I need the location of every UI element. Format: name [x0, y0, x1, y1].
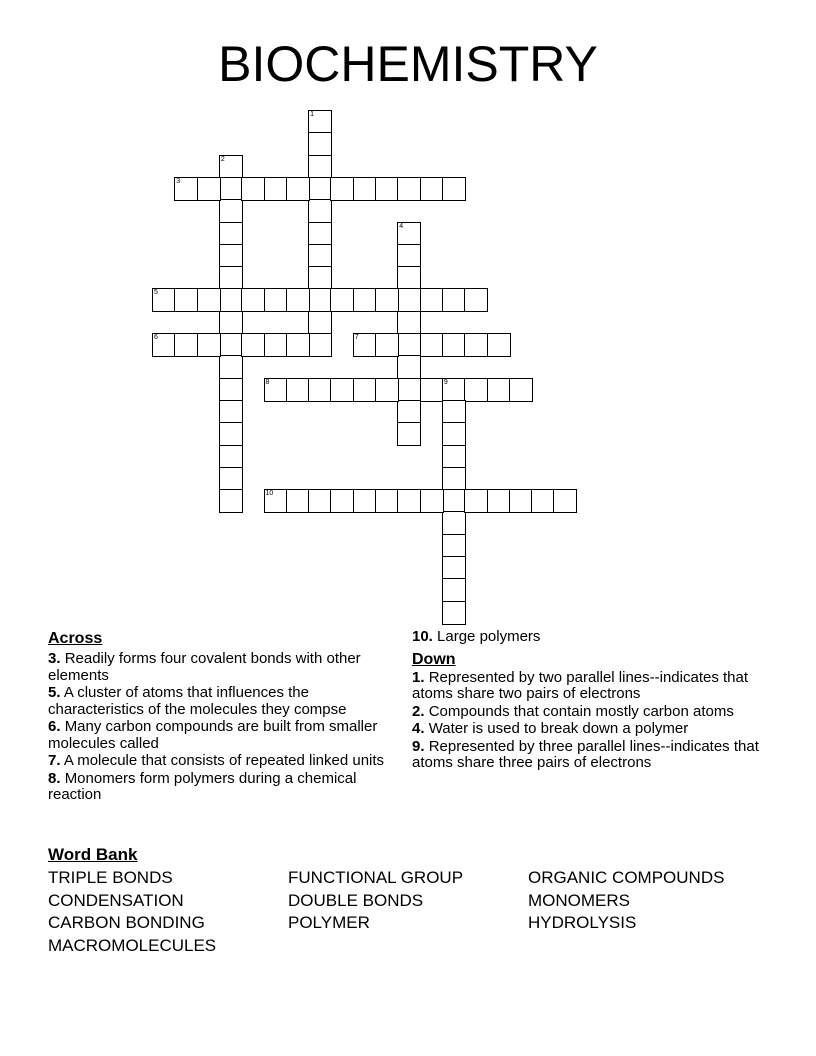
clue-down-4: 4. Water is used to break down a polymer	[412, 720, 689, 737]
crossword-cell[interactable]	[442, 467, 466, 491]
word-bank-item: FUNCTIONAL GROUP	[288, 868, 464, 887]
across-heading: Across	[48, 630, 103, 647]
crossword-cell[interactable]	[308, 378, 332, 402]
word-bank-item: POLYMER	[288, 913, 370, 932]
word-bank-item: CONDENSATION	[48, 890, 184, 910]
crossword-cell[interactable]	[375, 288, 399, 312]
crossword-cell[interactable]	[375, 489, 399, 513]
crossword-cell[interactable]	[442, 422, 466, 446]
crossword-cell[interactable]	[264, 333, 288, 357]
crossword-cell[interactable]	[397, 177, 421, 201]
crossword-cell[interactable]	[219, 199, 243, 223]
crossword-cell[interactable]	[442, 511, 466, 535]
crossword-cell[interactable]	[219, 355, 243, 379]
crossword-cell[interactable]	[219, 489, 243, 513]
crossword-cell[interactable]	[219, 378, 243, 402]
crossword-cell[interactable]	[375, 333, 399, 357]
clue-number: 3	[176, 177, 181, 185]
crossword-cell[interactable]	[241, 288, 265, 312]
crossword-cell[interactable]	[308, 266, 332, 290]
crossword-cell[interactable]	[308, 177, 332, 201]
crossword-cell[interactable]	[442, 378, 466, 402]
clue-across-10: 10. Large polymers	[412, 628, 541, 645]
clue-number: 2	[220, 155, 225, 163]
crossword-cell[interactable]	[197, 333, 221, 357]
crossword-cell[interactable]	[286, 288, 310, 312]
crossword-cell[interactable]	[219, 467, 243, 491]
crossword-cell[interactable]	[353, 489, 377, 513]
clue-down-1: 1. Represented by two parallel lines--indicates that atoms share two pairs of electrons	[412, 668, 749, 702]
crossword-cell[interactable]	[308, 222, 332, 246]
clues-left-column	[48, 629, 393, 805]
crossword-cell[interactable]	[464, 333, 488, 357]
crossword-cell[interactable]	[397, 311, 421, 335]
clue-across-7: 7. A molecule that consists of repeated linked units	[48, 752, 385, 769]
crossword-cell[interactable]	[264, 378, 288, 402]
clue-number: 5	[154, 289, 158, 297]
crossword-cell[interactable]	[509, 378, 533, 402]
crossword-cell[interactable]	[397, 288, 421, 312]
crossword-cell[interactable]	[420, 489, 444, 513]
crossword-cell[interactable]	[308, 155, 332, 179]
crossword-cell[interactable]	[330, 378, 354, 402]
crossword-cell[interactable]	[420, 333, 444, 357]
word-bank-item: TRIPLE BONDS	[48, 868, 173, 887]
clue-across-3: 3. Readily forms four covalent bonds with other elements	[48, 650, 361, 684]
crossword-cell[interactable]	[353, 288, 377, 312]
word-bank-heading: Word Bank	[48, 845, 138, 864]
down-heading: Down	[412, 650, 456, 668]
crossword-cell[interactable]	[353, 333, 377, 357]
crossword-cell[interactable]	[464, 489, 488, 513]
crossword-cell[interactable]	[219, 333, 243, 357]
crossword-cell[interactable]	[442, 578, 466, 602]
crossword-cell[interactable]	[397, 422, 421, 446]
crossword-cell[interactable]	[219, 311, 243, 335]
clue-number: 10	[265, 490, 274, 498]
crossword-cell[interactable]	[219, 222, 243, 246]
crossword-cell[interactable]	[353, 177, 377, 201]
crossword-cell[interactable]	[353, 378, 377, 402]
crossword-cell[interactable]	[420, 378, 444, 402]
crossword-cell[interactable]	[219, 155, 243, 179]
crossword-cell[interactable]	[308, 333, 332, 357]
crossword-cell[interactable]	[397, 222, 421, 246]
crossword-cell[interactable]	[219, 288, 243, 312]
crossword-cell[interactable]	[264, 288, 288, 312]
clue-number: 9	[443, 378, 448, 386]
crossword-cell[interactable]	[286, 177, 310, 201]
crossword-cell[interactable]	[241, 333, 265, 357]
crossword-cell[interactable]	[308, 110, 332, 134]
crossword-cell[interactable]	[219, 266, 243, 290]
crossword-cell[interactable]	[375, 378, 399, 402]
crossword-cell[interactable]	[397, 378, 421, 402]
crossword-cell[interactable]	[442, 601, 466, 625]
crossword-cell[interactable]	[219, 445, 243, 469]
crossword-cell[interactable]	[152, 333, 176, 357]
crossword-cell[interactable]	[442, 489, 466, 513]
crossword-cell[interactable]	[308, 199, 332, 223]
crossword-cell[interactable]	[397, 355, 421, 379]
crossword-cell[interactable]	[442, 445, 466, 469]
crossword-cell[interactable]	[308, 489, 332, 513]
crossword-cell[interactable]	[464, 378, 488, 402]
crossword-cell[interactable]	[174, 333, 198, 357]
crossword-cell[interactable]	[442, 534, 466, 558]
crossword-cell[interactable]	[397, 266, 421, 290]
crossword-cell[interactable]	[464, 288, 488, 312]
page-title: BIOCHEMISTRY	[218, 36, 598, 92]
crossword-cell[interactable]	[397, 489, 421, 513]
crossword-cell[interactable]	[286, 378, 310, 402]
clue-down-9: 9. Represented by three parallel lines--indicates that atoms share three pairs of electrons	[412, 737, 759, 771]
crossword-cell[interactable]	[330, 177, 354, 201]
crossword-cell[interactable]	[442, 400, 466, 424]
crossword-cell[interactable]	[219, 244, 243, 268]
crossword-cell[interactable]	[397, 400, 421, 424]
word-bank-item: MONOMERS	[528, 890, 630, 910]
clue-down-2: 2. Compounds that contain mostly carbon atoms	[412, 702, 734, 720]
crossword-cell[interactable]	[375, 177, 399, 201]
crossword-cell[interactable]	[330, 489, 354, 513]
crossword-cell[interactable]	[420, 177, 444, 201]
word-bank	[48, 867, 768, 957]
crossword-cell[interactable]	[174, 177, 198, 201]
crossword-cell[interactable]	[308, 311, 332, 335]
word-bank-item: ORGANIC COMPOUNDS	[528, 868, 725, 887]
word-bank-item: CARBON BONDING	[48, 913, 205, 932]
crossword-cell[interactable]	[442, 556, 466, 580]
clue-number: 8	[265, 378, 270, 386]
crossword-cell[interactable]	[308, 288, 332, 312]
clue-across-8: 8. Monomers form polymers during a chemical reaction	[48, 769, 357, 803]
crossword-cell[interactable]	[487, 333, 511, 357]
crossword-cell[interactable]	[152, 288, 176, 312]
clue-number: 6	[154, 334, 158, 341]
crossword-cell[interactable]	[241, 177, 265, 201]
clues-right-column	[412, 629, 772, 773]
word-bank-item: MACROMOLECULES	[48, 935, 217, 955]
crossword-cell[interactable]	[308, 244, 332, 268]
crossword-cell[interactable]	[219, 422, 243, 446]
crossword-cell[interactable]	[264, 177, 288, 201]
crossword-cell[interactable]	[197, 177, 221, 201]
crossword-cell[interactable]	[219, 177, 243, 201]
crossword-cell[interactable]	[219, 400, 243, 424]
crossword-cell[interactable]	[397, 333, 421, 357]
crossword-cell[interactable]	[531, 489, 555, 513]
crossword-cell[interactable]	[197, 288, 221, 312]
crossword-cell[interactable]	[308, 132, 332, 156]
clue-number: 7	[354, 334, 359, 341]
crossword-cell[interactable]	[286, 489, 310, 513]
crossword-cell[interactable]	[442, 177, 466, 201]
crossword-cell[interactable]	[330, 288, 354, 312]
crossword-cell[interactable]	[553, 489, 577, 513]
word-bank-item: DOUBLE BONDS	[288, 890, 424, 910]
clue-across-5: 5. A cluster of atoms that influences the characteristics of the molecules they compse	[48, 684, 347, 718]
clue-across-6: 6. Many carbon compounds are built from smaller molecules called	[48, 718, 378, 752]
crossword-cell[interactable]	[264, 489, 288, 513]
crossword-cell[interactable]	[442, 333, 466, 357]
clue-number: 1	[310, 111, 314, 118]
crossword-cell[interactable]	[397, 244, 421, 268]
crossword-cell[interactable]	[487, 489, 511, 513]
word-bank-item: HYDROLYSIS	[528, 913, 637, 932]
clue-number: 4	[399, 222, 404, 230]
crossword-cell[interactable]	[174, 288, 198, 312]
crossword-cell[interactable]	[487, 378, 511, 402]
crossword-cell[interactable]	[509, 489, 533, 513]
crossword-cell[interactable]	[420, 288, 444, 312]
crossword-cell[interactable]	[286, 333, 310, 357]
crossword-cell[interactable]	[442, 288, 466, 312]
